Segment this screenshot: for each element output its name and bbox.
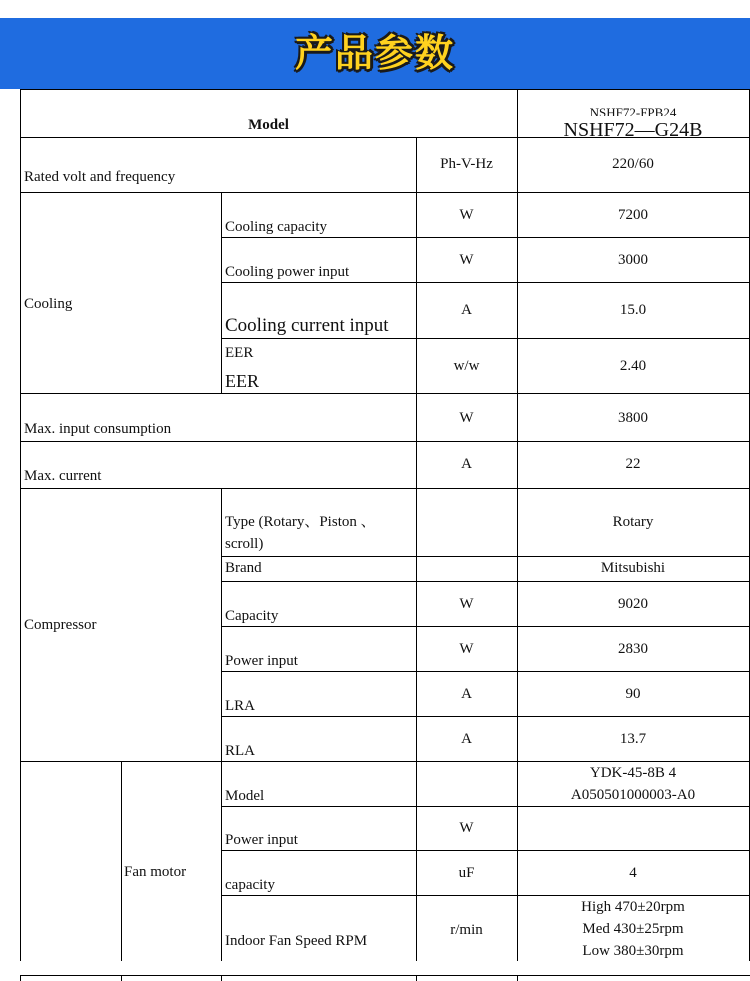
compressor-group-label: Compressor [24,617,97,633]
compressor-power-label: Power input [225,653,298,669]
eer-label: EER [225,345,254,361]
fan-speed-low: Low 380±30rpm [582,943,684,958]
cooling-power-label: Cooling power input [225,264,350,280]
compressor-capacity-label: Capacity [225,608,279,624]
cooling-capacity-unit: W [459,207,474,223]
rla-value: 13.7 [619,731,647,747]
compressor-capacity-unit: W [459,596,474,612]
fan-model-value: YDK-45-8B 4 [589,765,677,781]
lra-value: 90 [625,686,641,702]
fan-power-unit: W [459,820,474,836]
compressor-brand-value: Mitsubishi [600,560,666,576]
cooling-current-value: 15.0 [619,302,647,318]
max-input-value: 3800 [618,410,648,426]
fan-capacity-value: 4 [629,865,637,881]
fan-power-label: Power input [225,832,298,848]
banner-title: 产品参数 [294,31,455,75]
compressor-capacity-value: 9020 [618,596,648,612]
fan-speed-label: Indoor Fan Speed RPM [225,933,368,949]
fan-speed-high: High 470±20rpm [581,899,685,915]
max-input-label: Max. input consumption [24,421,172,437]
max-input-unit: W [459,410,474,426]
max-current-unit: A [461,456,472,472]
fan-model-label: Model [225,788,265,804]
compressor-type-label: Type (Rotary、Piston 、 [225,514,376,530]
cooling-current-label: Cooling current input [225,315,389,336]
cooling-power-unit: W [459,252,474,268]
fan-motor-group-label: Fan motor [124,864,187,880]
rla-label: RLA [225,743,255,759]
compressor-type-value: Rotary [612,514,654,530]
cooling-power-value: 3000 [618,252,648,268]
model-header-label: Model [248,117,289,133]
compressor-power-unit: W [459,641,474,657]
max-current-label: Max. current [24,468,102,484]
fan-speed-med: Med 430±25rpm [582,921,684,937]
lra-unit: A [461,686,472,702]
rla-unit: A [461,731,472,747]
rated-unit: Ph-V-Hz [440,156,493,172]
eer-value: 2.40 [619,358,647,374]
model-value-partial: NSHF72-FPB24 [589,105,677,116]
fan-capacity-label: capacity [225,877,275,893]
compressor-brand-label: Brand [225,560,262,576]
model-value: NSHF72—G24B [563,119,703,141]
lra-label: LRA [225,698,255,714]
compressor-type-label-cont: scroll) [225,536,264,552]
cooling-capacity-label: Cooling capacity [225,219,328,235]
cooling-current-unit: A [461,302,472,318]
title-banner [0,18,750,89]
cooling-group-label: Cooling [24,296,73,312]
fan-speed-unit: r/min [450,922,483,938]
eer-unit: w/w [453,358,480,374]
max-current-value: 22 [625,456,641,472]
fan-capacity-unit: uF [458,865,475,881]
cooling-capacity-value: 7200 [618,207,648,223]
rated-value: 220/60 [612,156,654,172]
compressor-power-value: 2830 [618,641,648,657]
rated-label: Rated volt and frequency [24,169,176,185]
fan-model-value-cont: A050501000003-A0 [570,787,696,803]
eer-label-large: EER [225,371,259,391]
